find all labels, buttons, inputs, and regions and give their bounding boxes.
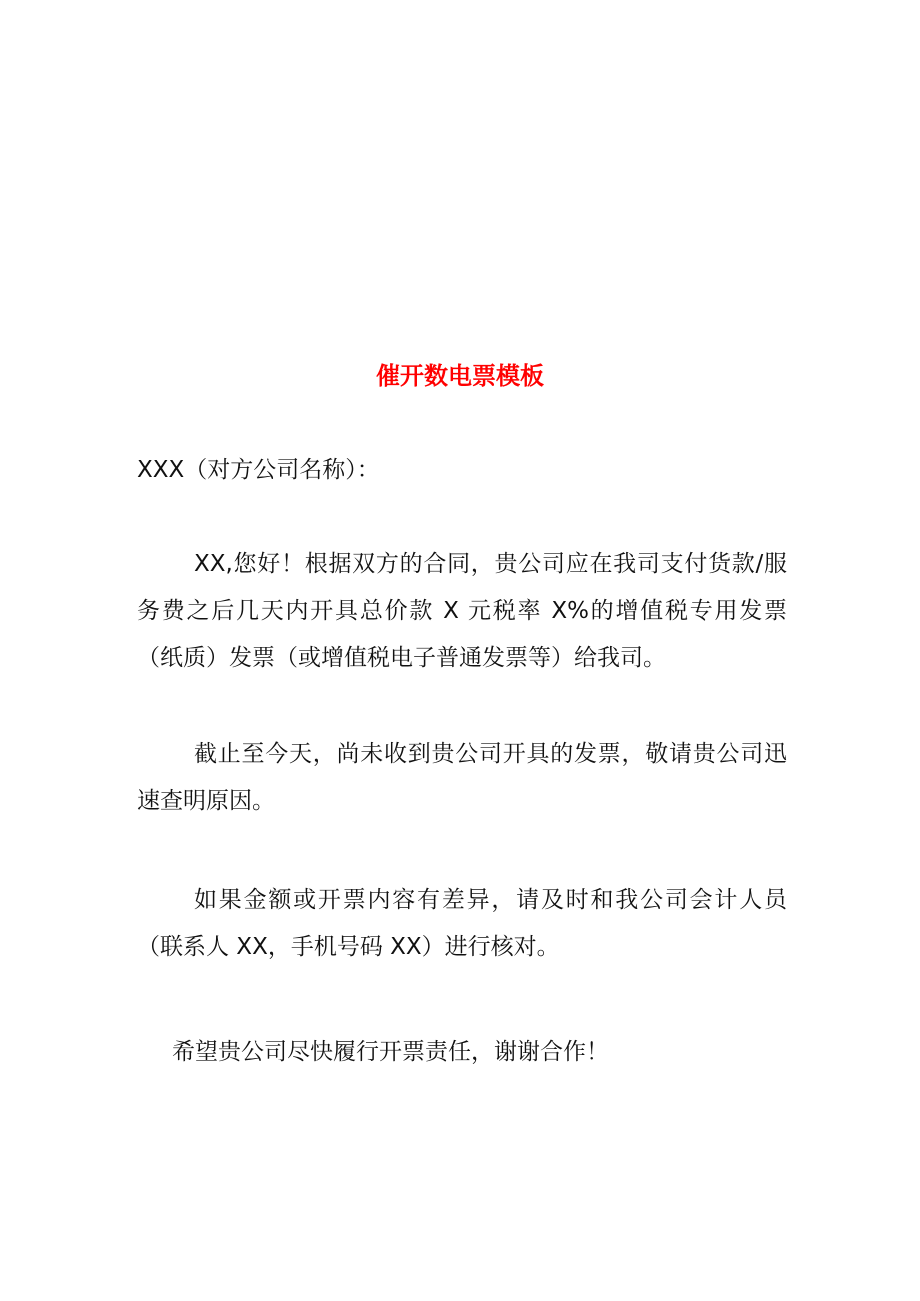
salutation: XXX（对方公司名称）： [137,457,380,483]
paragraph-not-received: 截止至今天，尚未收到贵公司开具的发票，敬请贵公司迅速查明原因。 [137,741,787,814]
paragraph-verify-discrepancy: 如果金额或开票内容有差异，请及时和我公司会计人员（联系人 XX，手机号码 XX）进行核对。 [137,887,787,960]
document-title: 催开数电票模板 [376,362,544,390]
closing-line: 希望贵公司尽快履行开票责任，谢谢合作！ [172,1039,609,1065]
paragraph-invoice-request: XX,您好！根据双方的合同，贵公司应在我司支付货款/服务费之后几天内开具总价款 X 元税率 X%的增值税专用发票（纸质）发票（或增值税电子普通发票等）给我司。 [137,551,787,671]
